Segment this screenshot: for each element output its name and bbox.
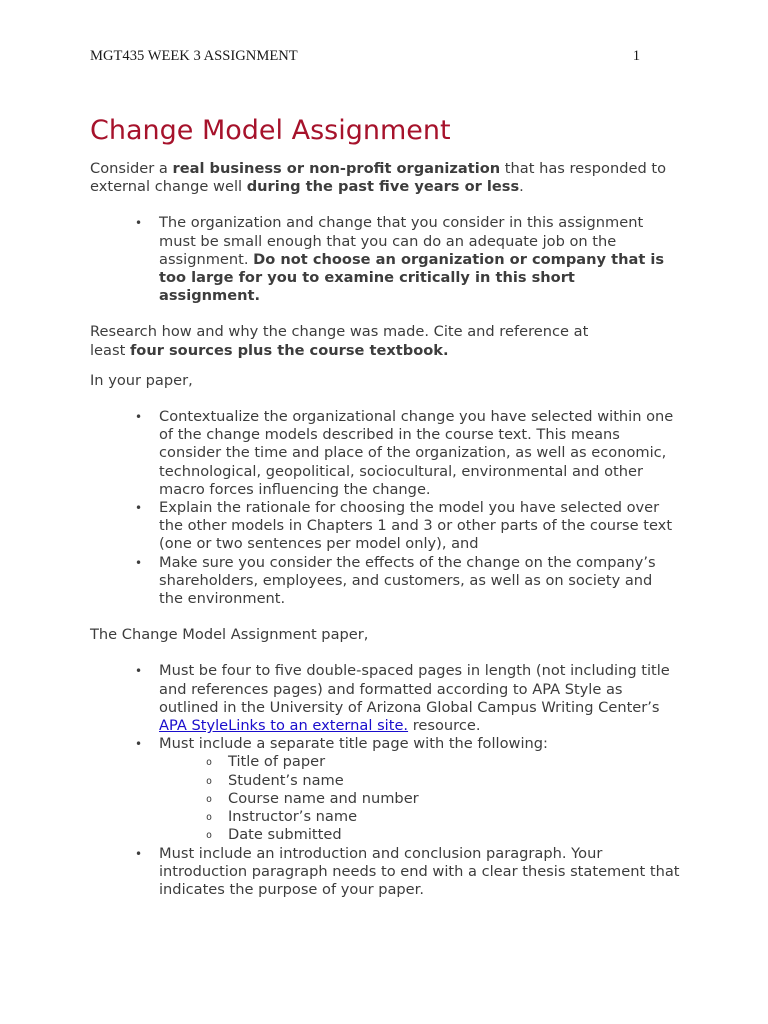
title-page-sublist [159,753,680,844]
list-item [159,214,669,305]
list-item: • Make sure you consider the effects of the change on the company’s shareholders, employees, and customers, as well as on society and the environment. [159,554,680,609]
requirements-list [90,662,680,899]
intro-paragraph [90,160,680,196]
intro-bold-2: during the past five years or less [246,178,520,196]
header-title: MGT435 WEEK 3 ASSIGNMENT [90,48,298,64]
list-item: • Contextualize the organizational change you have selected within one of the change models described in the course text. This means consider the time and place of the organization, as well as economic, technological, geopolitical, sociocultural, environmental and other macro forces influencing the change. [159,408,680,499]
scope-bold: Do not choose an organization or company that is too large for you to examine critically in this short assignment. [159,250,665,305]
intro-text-2: that has responded to external change well [90,160,667,196]
list-item [159,735,680,844]
page-number: 1 [632,48,640,64]
research-bold: four sources plus the course textbook. [129,341,449,359]
assignment-paper-label: The Change Model Assignment paper, [90,626,369,644]
req1-after: resource. [408,717,481,735]
document-title: Change Model Assignment [90,115,451,146]
apa-style-link[interactable]: APA StyleLinks to an external site. [159,717,409,735]
sublist-item: o Date submitted [228,826,680,844]
research-text: Research how and why the change was made. Cite and reference at least [90,323,589,359]
sublist-item: o Student’s name [228,772,680,790]
list-item: • Explain the rationale for choosing the model you have selected over the other models in Chapters 1 and 3 or other parts of the course text (one or two sentences per model only), and [159,499,680,554]
paper-list [90,408,680,608]
req1-text: Must be four to five double-spaced pages in length (not including title and references pages) and formatted according to APA Style as outlined in the University of Arizona Global Campus Writing Center’s [159,662,670,716]
intro-bold-1: real business or non-profit organization [172,160,501,177]
list-item: • Must include an introduction and conclusion paragraph. Your introduction paragraph needs to end with a clear thesis statement that indicates the purpose of your paper. [159,845,680,900]
list-item [159,662,680,735]
in-your-paper-label: In your paper, [90,371,193,389]
scope-list [90,214,669,305]
research-paragraph [90,323,620,359]
intro-text-3: . [519,178,524,196]
intro-text-1: Consider a [90,160,173,177]
running-header [90,47,640,65]
sublist-item: o Title of paper [228,753,680,771]
document-body [90,160,680,899]
sublist-item: o Instructor’s name [228,808,680,826]
sublist-item: o Course name and number [228,790,680,808]
scope-text: The organization and change that you consider in this assignment must be small enough that you can do an adequate job on the assignment. [159,214,644,268]
req2-text: Must include a separate title page with the following: [159,735,548,753]
